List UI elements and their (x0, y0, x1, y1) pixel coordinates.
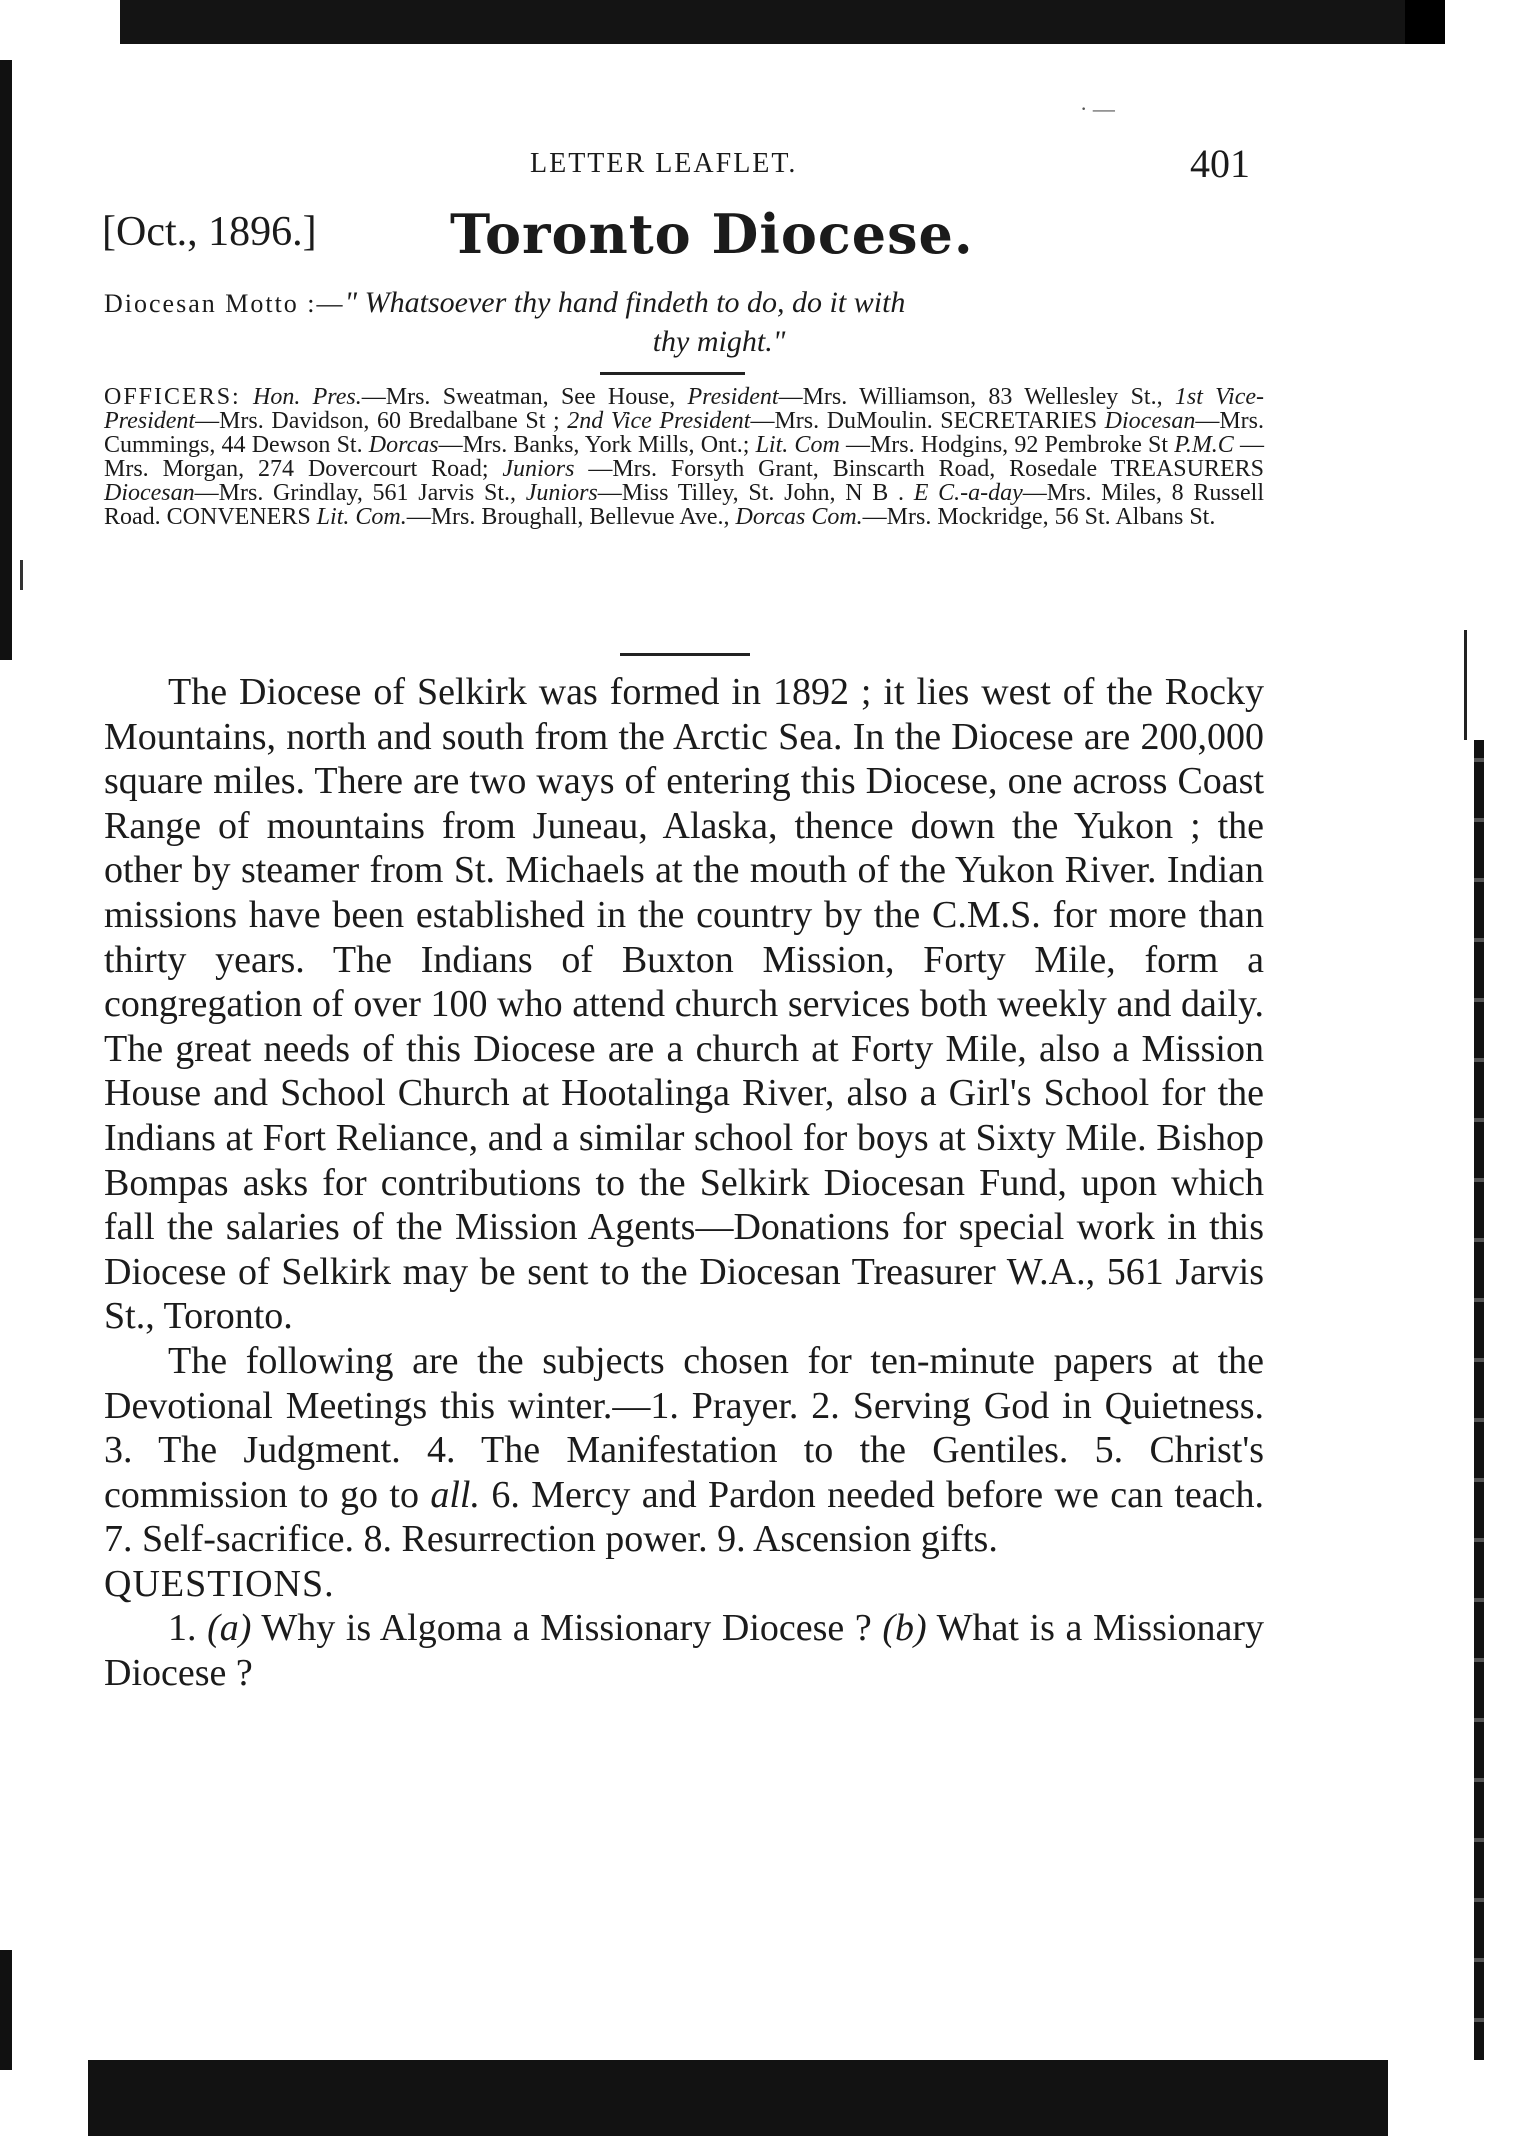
right-scan-edge-top (1464, 630, 1467, 740)
right-scan-edge (1474, 740, 1484, 2060)
officers-label: OFFICERS: (104, 384, 241, 410)
question-part-b: What is a Missionary Diocese ? (104, 1607, 1264, 1695)
left-scan-edge-lower (0, 1950, 12, 2070)
scan-mark: · — (1080, 96, 1115, 121)
officer-entry: —Mrs. Williamson, 83 Wellesley St., (778, 384, 1175, 410)
paragraph-subjects-text: The following are the subjects chosen for ten-minute papers at the Devotional Meetings this winter.—1. Prayer. 2. Serving God in Quietness. 3. The Judgment. 4. The Manifestation to the Gentiles. 5. Christ's commission to go to (104, 1339, 1264, 1516)
officer-role: Diocesan (104, 480, 195, 506)
officer-role: Diocesan (1104, 408, 1196, 434)
page-number: 401 (1190, 141, 1250, 186)
top-scan-border-corner (1405, 0, 1445, 44)
officers-text (104, 384, 1264, 530)
officer-role: Dorcas (368, 432, 439, 458)
running-head: LETTER LEAFLET. (530, 148, 798, 179)
question-part-a: Why is Algoma a Missionary Diocese ? (251, 1607, 883, 1650)
officer-entry: —Mrs. Miles, 8 Russell Road. CONVENERS (104, 480, 1264, 530)
question-part-b-mark: (b) (882, 1607, 927, 1650)
officer-role: Juniors (525, 480, 598, 506)
officer-role: Hon. Pres. (253, 384, 362, 410)
officer-role: 1st Vice-President (104, 384, 1265, 434)
questions-heading: QUESTIONS. (104, 1562, 335, 1605)
officer-entry: —Miss Tilley, St. John, N B . (597, 480, 914, 506)
officer-entry: —Mrs. Forsyth Grant, Binscarth Road, Rosedale TREASURERS (574, 456, 1264, 482)
divider (620, 653, 750, 656)
officer-role: 2nd Vice President (567, 408, 751, 434)
officer-role: Lit. Com. (316, 504, 407, 530)
officer-entry: —Mrs. Banks, York Mills, Ont.; (438, 432, 756, 458)
officer-entry: —Mrs. Hodgins, 92 Pembroke St (839, 432, 1175, 458)
section-title: Toronto Diocese. (450, 202, 974, 266)
officers-list (104, 385, 1264, 529)
article-body (104, 670, 1264, 1696)
officer-role: President (687, 384, 779, 410)
bottom-scan-border (88, 2060, 1388, 2136)
left-scan-edge (0, 60, 12, 660)
emphasis-all: all. (430, 1473, 480, 1516)
motto-label: Diocesan Motto :— (104, 289, 345, 318)
paragraph-subjects-text-end: 6. Mercy and Pardon needed before we can teach. 7. Self-sacrifice. 8. Resurrection power. 9. Ascension gifts. (104, 1473, 1264, 1561)
officer-role: Lit. Com (755, 432, 840, 458)
paragraph-subjects (104, 1339, 1264, 1562)
motto-text-line1: " Whatsoever thy hand findeth to do, do it with (344, 286, 906, 319)
officer-role: E C.-a-day (913, 480, 1023, 506)
paragraph-selkirk: The Diocese of Selkirk was formed in 1892 ; it lies west of the Rocky Mountains, north and south from the Arctic Sea. In the Diocese are 200,000 square miles. There are two ways of entering this Diocese, one across Coast Range of mountains from Juneau, Alaska, thence down the Yukon ; the other by steamer from St. Michaels at the mouth of the Yukon River. Indian missions have been established in the country by the C.M.S. for more than thirty years. The Indians of Buxton Mission, Forty Mile, form a congregation of over 100 who attend church services both weekly and daily. The great needs of this Diocese are a church at Forty Mile, also a Mission House and School Church at Hootalinga River, also a Girl's School for the Indians at Fort Reliance, and a similar school for boys at Sixty Mile. Bishop Bompas asks for contributions to the Selkirk Diocesan Fund, upon which fall the salaries of the Mission Agents—Donations for special work in this Diocese of Selkirk may be sent to the Diocesan Treasurer W.A., 561 Jarvis St., Toronto. (104, 671, 1264, 1338)
question-1 (104, 1606, 1264, 1695)
diocesan-motto (104, 284, 1264, 361)
question-part-a-mark: (a) (207, 1607, 252, 1650)
question-number: 1. (168, 1607, 208, 1650)
officer-entry: —Mrs. Cummings, 44 Dewson St. (104, 408, 1264, 458)
officer-entry: —Mrs. Sweatman, See House, (361, 384, 688, 410)
motto-text-line2: thy might." (652, 325, 786, 358)
officer-entry: —Mrs. Mockridge, 56 St. Albans St. (862, 504, 1216, 530)
officer-role: Dorcas Com. (735, 504, 863, 530)
divider (600, 372, 745, 375)
officer-entry: —Mrs. Davidson, 60 Bredalbane St ; (195, 408, 568, 434)
officer-role: Juniors (502, 456, 575, 482)
officer-role: P.M.C (1174, 432, 1234, 458)
officer-entry: —Mrs. Morgan, 274 Dovercourt Road; (104, 432, 1265, 482)
officer-entry: —Mrs. Grindlay, 561 Jarvis St., (194, 480, 526, 506)
officer-entry: —Mrs. DuMoulin. SECRETARIES (750, 408, 1105, 434)
top-scan-border (120, 0, 1445, 44)
officer-entry: —Mrs. Broughall, Bellevue Ave., (406, 504, 736, 530)
issue-date: [Oct., 1896.] (102, 209, 317, 255)
left-scan-mark (20, 560, 23, 590)
